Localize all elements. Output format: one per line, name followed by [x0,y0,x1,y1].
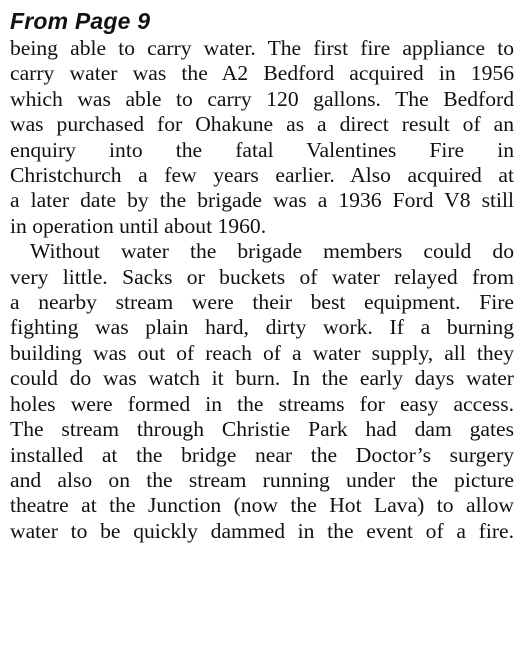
text-line: could do was watch it burn. In the early days water [10,366,514,391]
text-line: was purchased for Ohakune as a direct result of an [10,112,514,137]
text-line: building was out of reach of a water supply, all they [10,340,514,365]
text-line: enquiry into the fatal Valentines Fire in [10,137,514,162]
text-line: a later date by the brigade was a 1936 Ford V8 still [10,188,514,213]
text-line: Christchurch a few years earlier. Also acquired at [10,163,514,188]
paragraph-1 [10,36,514,239]
text-line: being able to carry water. The first fire appliance to [10,36,514,60]
text-line: very little. Sacks or buckets of water relayed from [10,264,514,289]
continuation-heading: From Page 9 [10,8,151,34]
text-line: a nearby stream were their best equipment. Fire [10,290,514,315]
paragraph-2 [10,239,514,544]
text-line: Without water the brigade members could do [30,239,514,264]
text-line: fighting was plain hard, dirty work. If a burning [10,315,514,340]
text-line: The stream through Christie Park had dam gates [10,417,514,442]
text-line: which was able to carry 120 gallons. The Bedford [10,86,514,111]
text-line: theatre at the Junction (now the Hot Lava) to allow [10,493,514,518]
text-line: installed at the bridge near the Doctor’s surgery [10,442,514,467]
text-line: in operation until about 1960. [10,213,267,238]
text-line: water to be quickly dammed in the event of a fire. [10,518,514,543]
text-line: and also on the stream running under the picture [10,467,514,492]
text-line: holes were formed in the streams for easy access. [10,391,514,416]
text-line: carry water was the A2 Bedford acquired in 1956 [10,61,514,86]
